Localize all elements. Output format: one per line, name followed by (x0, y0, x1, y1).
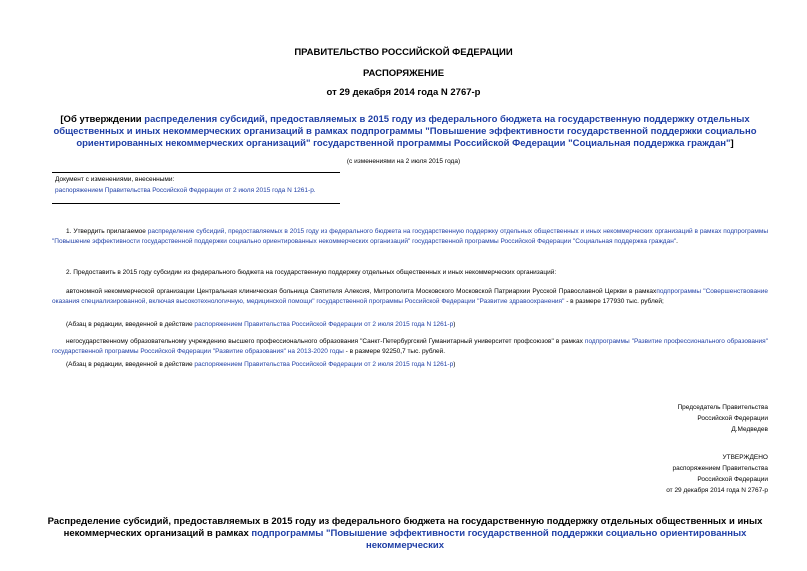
signature-name: Д.Медведев (731, 426, 768, 433)
paragraph-4 (52, 337, 768, 357)
note2-link[interactable]: распоряжением Правительства Российской Федерации от 2 июля 2015 года N 1261-р (194, 361, 454, 368)
government-title: ПРАВИТЕЛЬСТВО РОССИЙСКОЙ ФЕДЕРАЦИИ (294, 47, 513, 58)
appendix-heading-link[interactable]: подпрограммы "Повышение эффективности государственной поддержки социально ориентированных некоммерческих (251, 528, 747, 551)
heading-close: ] (730, 138, 734, 149)
approval-block (666, 452, 768, 496)
p4-end: - в размере 92250,7 тыс. рублей. (343, 348, 446, 356)
p3-text: автономной некоммерческой организации Центральная клиническая больница Святителя Алексия, Митрополита Московского Московской Патриархии Русской Православной Церкви в рамках (66, 288, 657, 295)
signature-title: Председатель Правительства (677, 404, 768, 411)
p3-link[interactable]: подпрограммы "Совершенствование оказания специализированной, включая высокотехнологичную, медицинской помощи" государственной программы Российской Федерации "Развитие здравоохранения" (52, 288, 768, 306)
document-heading (40, 114, 770, 150)
p1-link[interactable]: распределение субсидий, предоставляемых в 2015 году из федерального бюджета на государственную поддержку отдельных общественных и иных некоммерческих организаций в рамках подпрограммы "Повышение эффективности государственной поддержки социально ориентированных некоммерческих организаций" государственной программы Российской Федерации "Социальная поддержка граждан" (52, 228, 768, 246)
note1-end: ) (453, 321, 456, 328)
paragraph-3 (52, 287, 768, 307)
p4-link[interactable]: подпрограммы "Развитие профессионального образования" государственной программы Российской Федерации "Развитие образования" на 2013-2020 годы (52, 338, 769, 356)
edit-note-1 (52, 320, 768, 330)
signature-block (677, 402, 768, 435)
note2-text: (Абзац в редакции, введенной в действие (66, 361, 195, 368)
p4-text: негосударственному образовательному учреждению высшего профессионального образования "Санкт-Петербургский Гуманитарный университет профсоюзов" в рамках (66, 338, 585, 345)
amendments-label: Документ с изменениями, внесенными: (55, 176, 175, 183)
amendments-link[interactable]: распоряжением Правительства Российской Федерации от 2 июля 2015 года N 1261-р. (55, 187, 316, 194)
divider-bottom (52, 203, 340, 204)
paragraph-1 (52, 227, 768, 247)
note1-link[interactable]: распоряжением Правительства Российской Федерации от 2 июля 2015 года N 1261-р (194, 321, 454, 328)
heading-open: [Об утверждении (60, 114, 145, 125)
approval-line-4: от 29 декабря 2014 года N 2767-р (666, 487, 768, 494)
signature-country: Российской Федерации (697, 415, 768, 422)
paragraph-2: 2. Предоставить в 2015 году субсидии из федерального бюджета на государственную поддержку отдельных общественных и иных некоммерческих организаций: (66, 269, 557, 276)
document-date-number: от 29 декабря 2014 года N 2767-р (326, 87, 481, 98)
appendix-heading-text: Распределение субсидий, предоставляемых в 2015 году из федерального бюджета на государственную поддержку отдельных общественных и иных некоммерческих организаций в рамках (47, 516, 763, 539)
divider-top (52, 172, 340, 173)
p1-end: . (676, 238, 678, 246)
approval-title: УТВЕРЖДЕНО (722, 454, 768, 461)
note1-text: (Абзац в редакции, введенной в действие (66, 321, 195, 328)
approval-line-3: Российской Федерации (697, 476, 768, 483)
note2-end: ) (453, 361, 456, 368)
p3-end: - в размере 177930 тыс. рублей; (564, 298, 664, 306)
edit-note-2 (52, 360, 768, 370)
revision-note: (с изменениями на 2 июля 2015 года) (346, 158, 461, 165)
appendix-heading (40, 516, 770, 552)
document-type: РАСПОРЯЖЕНИЕ (362, 68, 445, 79)
p1-text: 1. Утвердить прилагаемое (66, 228, 148, 235)
heading-link[interactable]: распределения субсидий, предоставляемых в 2015 году из федерального бюджета на государственную поддержку отдельных общественных и иных некоммерческих организаций в рамках подпрограммы "Повышение эффективности государственной поддержки социально ориентированных некоммерческих организаций" государственной программы Российской Федерации "Социальная поддержка граждан" (53, 114, 757, 149)
approval-line-2: распоряжением Правительства (672, 465, 768, 472)
